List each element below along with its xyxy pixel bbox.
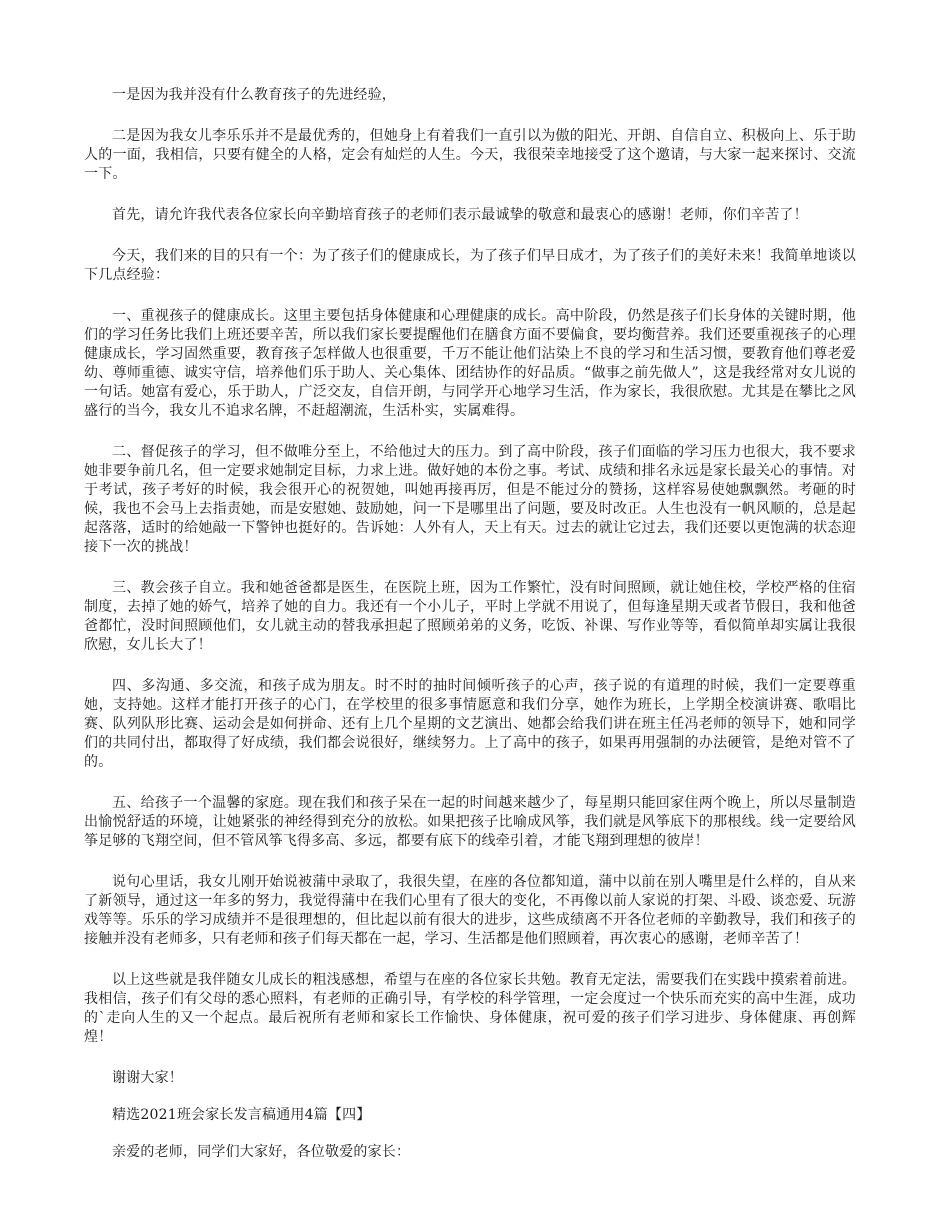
paragraph-1: 一是因为我并没有什么教育孩子的先进经验， [112,87,396,103]
paragraph-2: 二是因为我女儿李乐乐并不是最优秀的，但她身上有着我们一直引以为傲的阳光、开朗、自信自立、积极向上、乐于助人的一面，我相信，只要有健全的人格，定会有灿烂的人生。今天，我很荣幸地接受了这个邀请，与大家一起来探讨、交流一下。 [84,128,856,182]
paragraph-heartfelt: 说句心里话，我女儿刚开始说被蒲中录取了，我很失望，在座的各位都知道，蒲中以前在别人嘴里是什么样的，自从来了新领导，通过这一年多的努力，我觉得蒲中在我们心里有了很大的变化，不再像以前人家说的打架、斗殴、谈恋爱、玩游戏等等。乐乐的学习成绩并不是很理想的，但比起以前有很大的进步，这些成绩离不开各位老师的辛勤教导，我们和孩子的接触并没有老师多，只有老师和孩子们每天都在一起，学习、生活都是他们照顾着，再次衷心的感谢，老师辛苦了！ [84,874,856,947]
paragraph-3: 首先，请允许我代表各位家长向辛勤培育孩子的老师们表示最诚挚的敬意和最衷心的感谢！老师，你们辛苦了！ [112,207,808,223]
paragraph-point-1: 一、重视孩子的健康成长。这里主要包括身体健康和心理健康的成长。高中阶段，仍然是孩子们长身体的关键时期，他们的学习任务比我们上班还要辛苦，所以我们家长要提醒他们在膳食方面不要偏食，要均衡营养。我们还要重视孩子的心理健康成长，学习固然重要，教育孩子怎样做人也很重要，千万不能让他们沾染上不良的学习和生活习惯，要教育他们尊老爱幼、尊师重德、诚实守信，培养他们乐于助人、关心集体、团结协作的好品质。“做事之前先做人”，这是我经常对女儿说的一句话。她富有爱心，乐于助人，广泛交友，自信开朗，与同学开心地学习生活，作为家长，我很欣慰。尤其是在攀比之风盛行的当今，我女儿不追求名牌，不赶超潮流，生活朴实，实属难得。 [84,308,856,419]
paragraph-point-3: 三、教会孩子自立。我和她爸爸都是医生，在医院上班，因为工作繁忙，没有时间照顾，就让她住校，学校严格的住宿制度，去掉了她的娇气，培养了她的自力。我还有一个小儿子，平时上学就不用说了，但每逢星期天或者节假日，我和他爸爸都忙，没时间照顾他们，女儿就主动的替我承担起了照顾弟弟的义务，吃饭、补课、写作业等等，看似简单却实属让我很欣慰，女儿长大了！ [84,580,856,653]
document-body [84,86,856,1162]
paragraph-thanks: 谢谢大家！ [112,1070,183,1086]
paragraph-point-5: 五、给孩子一个温馨的家庭。现在我们和孩子呆在一起的时间越来越少了，每星期只能回家住两个晚上，所以尽量制造出愉悦舒适的环境，让她紧张的神经得到充分的放松。如果把孩子比喻成风筝，我们就是风筝底下的那根线。线一定要给风筝足够的飞翔空间，但不管风筝飞得多高、多远，都要有底下的线牵引着，才能飞翔到理想的彼岸！ [84,795,856,849]
section-heading: 精选2021班会家长发言稿通用4篇【四】 [112,1107,371,1123]
paragraph-conclusion: 以上这些就是我伴随女儿成长的粗浅感想，希望与在座的各位家长共勉。教育无定法，需要我们在实践中摸索着前进。我相信，孩子们有父母的悉心照料，有老师的正确引导，有学校的科学管理，一定会度过一个快乐而充实的高中生涯，成功的`走向人生的又一个起点。最后祝所有老师和家长工作愉快、身体健康，祝可爱的孩子们学习进步、身体健康、再创辉煌！ [84,972,856,1045]
paragraph-4: 今天，我们来的目的只有一个：为了孩子们的健康成长，为了孩子们早日成才，为了孩子们的美好未来！我简单地谈以下几点经验： [84,248,856,283]
paragraph-point-2: 二、督促孩子的学习，但不做唯分至上，不给他过大的压力。到了高中阶段，孩子们面临的学习压力也很大，我不要求她非要争前几名，但一定要求她制定目标，力求上进。做好她的本份之事。考试、成绩和排名永远是家长最关心的事情。对于考试，孩子考好的时候，我会很开心的祝贺她，叫她再接再厉，但是不能过分的赞扬，这样容易使她飘飘然。考砸的时候，我也不会马上去指责她，而是安慰她、鼓励她，问一下是哪里出了问题，要及时改正。人生也没有一帆风顺的，总是起起落落，适时的给她敲一下警钟也挺好的。告诉她：人外有人，天上有天。过去的就让它过去，我们还要以更饱满的状态迎接下一次的挑战！ [84,444,856,555]
paragraph-point-4: 四、多沟通、多交流，和孩子成为朋友。时不时的抽时间倾听孩子的心声，孩子说的有道理的时候，我们一定要尊重她，支持她。这样才能打开孩子的心门，在学校里的很多事情愿意和我们分享，她作为班长，上学期全校演讲赛、歌唱比赛、队列队形比赛、运动会是如何拼命、还有上几个星期的文艺演出、她都会给我们讲在班主任冯老师的领导下，她和同学们的共同付出，都取得了好成绩，我们都会说很好，继续努力。上了高中的孩子，如果再用强制的办法硬管，是绝对管不了的。 [84,678,856,770]
paragraph-greeting: 亲爱的老师，同学们大家好，各位敬爱的家长： [112,1144,411,1160]
